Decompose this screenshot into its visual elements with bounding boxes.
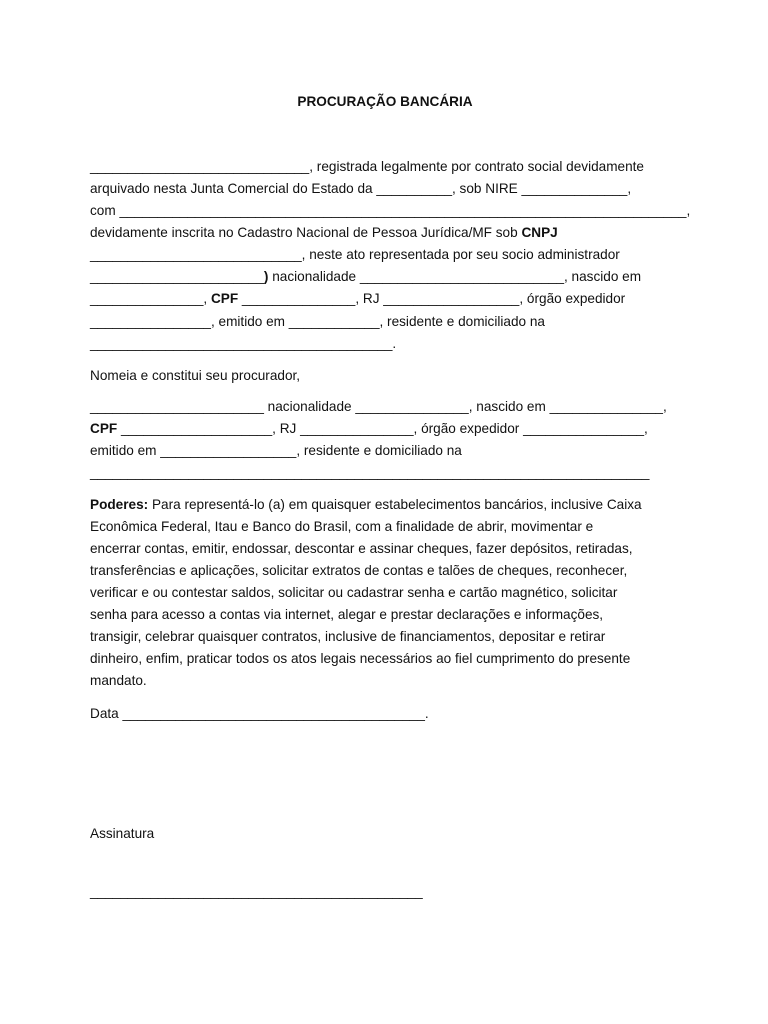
company-line-7-text: _______________, RJ __________________, órgão expedidor — [238, 291, 626, 306]
company-line-8: ________________, emitido em ____________, residente e domiciliado na — [90, 314, 545, 329]
powers-line-1-text: Para representá-lo (a) em quaisquer estabelecimentos bancários, inclusive Caixa — [148, 497, 642, 512]
powers-label: Poderes: — [90, 497, 149, 512]
powers-line-4: transferências e aplicações, solicitar extratos de contas e talões de cheques, reconhecer, — [90, 563, 628, 578]
company-line-9: ________________________________________. — [90, 336, 397, 351]
attorney-line-2-text: ____________________, RJ _______________, órgão expedidor ________________, — [117, 421, 648, 436]
signature-label: Assinatura — [90, 826, 155, 841]
powers-line-2: Econômica Federal, Itau e Banco do Brasil, com a finalidade de abrir, movimentar e — [90, 519, 594, 534]
signature-line: ____________________________________________ — [90, 884, 423, 899]
attorney-cpf-label: CPF — [90, 421, 118, 436]
attorney-line-1: _______________________ nacionalidade _______________, nascido em _______________, — [90, 399, 667, 414]
powers-line-6: senha para acesso a contas via internet, alegar e prestar declarações e informações, — [90, 607, 604, 622]
powers-line-9: mandato. — [90, 673, 147, 688]
cnpj-label: CNPJ — [521, 225, 558, 240]
company-line-2: arquivado nesta Junta Comercial do Estado da __________, sob NIRE ______________, — [90, 181, 632, 196]
date-line: Data ________________________________________. — [90, 706, 429, 721]
powers-line-7: transigir, celebrar quaisquer contratos, inclusive de financiamentos, depositar e retirar — [90, 629, 606, 644]
cpf-label: CPF — [210, 291, 239, 306]
attorney-line-2 — [90, 420, 648, 438]
appoints-text: Nomeia e constitui seu procurador, — [90, 368, 301, 383]
company-line-7-blank: _______________, — [90, 291, 211, 306]
company-line-1: _____________________________, registrada legalmente por contrato social devidamente — [90, 159, 644, 174]
company-line-6-text: nacionalidade ___________________________, nascido em — [268, 269, 642, 284]
attorney-line-3: emitido em __________________, residente e domiciliado na — [90, 443, 462, 458]
company-line-3: com ___________________________________________________________________________, — [90, 203, 691, 218]
company-line-4-text: devidamente inscrita no Cadastro Nacional de Pessoa Jurídica/MF sob — [90, 225, 522, 240]
powers-line-3: encerrar contas, emitir, endossar, descontar e assinar cheques, fazer depósitos, retiradas, — [90, 541, 633, 556]
company-line-5: ____________________________, neste ato representada por seu socio administrador — [90, 247, 620, 262]
company-line-6 — [90, 268, 641, 286]
company-line-6-paren: ) — [263, 269, 269, 284]
attorney-line-4: __________________________________________________________________________ — [90, 465, 650, 480]
company-line-6-blank: _______________________ — [90, 269, 264, 284]
powers-line-5: verificar e ou contestar saldos, solicitar ou cadastrar senha e cartão magnético, solicitar — [90, 585, 618, 600]
powers-line-1 — [90, 496, 642, 514]
company-line-7 — [90, 290, 625, 308]
document-title: PROCURAÇÃO BANCÁRIA — [297, 94, 473, 109]
company-line-4 — [90, 224, 558, 242]
powers-line-8: dinheiro, enfim, praticar todos os atos legais necessários ao fiel cumprimento do presente — [90, 651, 631, 666]
